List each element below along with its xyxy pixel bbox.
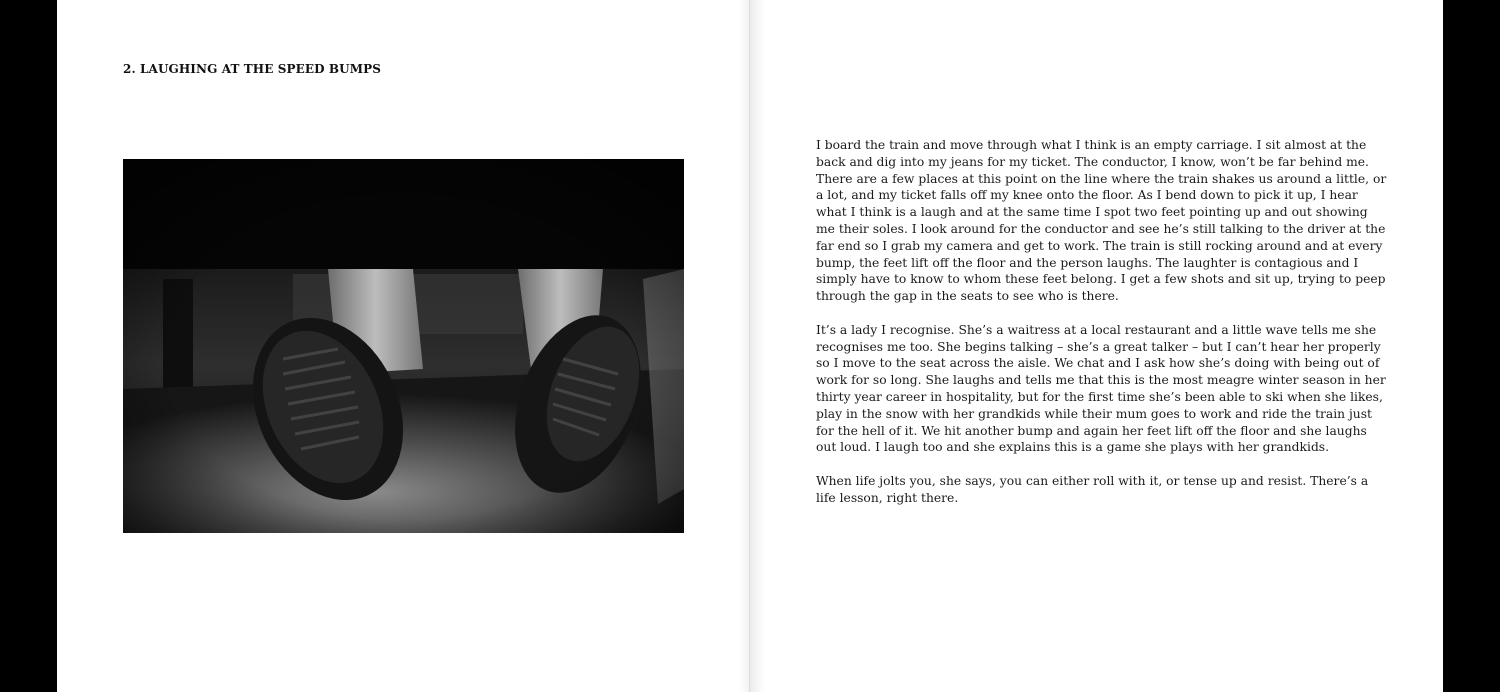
chapter-title: 2. LAUGHING AT THE SPEED BUMPS bbox=[123, 62, 382, 76]
right-page bbox=[751, 0, 1443, 692]
paragraph: When life jolts you, she says, you can either roll with it, or tense up and resist. There’s a life lesson, right there. bbox=[816, 473, 1369, 505]
photo-illustration bbox=[123, 159, 684, 533]
story-text bbox=[816, 137, 1390, 523]
paragraph: I board the train and move through what I think is an empty carriage. I sit almost at the back and dig into my jeans for my ticket. The conductor, I know, won’t be far behind me. There are a few places at this point on the line where the train shakes us around a little, or a lot, and my ticket falls off my knee onto the floor. As I bend down to pick it up, I hear what I think is a laugh and at the same time I spot two feet pointing up and out showing me their soles. I look around for the conductor and see he’s still talking to the driver at the far end so I grab my camera and get to work. The train is still rocking around and at every bump, the feet lift off the floor and the person laughs. The laughter is contagious and I simply have to know to whom these feet belong. I get a few shots and sit up, trying to peep through the gap in the seats to see who is there. bbox=[816, 138, 1387, 304]
left-page bbox=[57, 0, 749, 692]
train-feet-photo bbox=[123, 159, 684, 533]
paragraph: It’s a lady I recognise. She’s a waitress at a local restaurant and a little wave tells me she recognises me too. She begins talking – she’s a great talker – but I can’t hear her properly so I move to the seat across the aisle. We chat and I ask how she’s doing with being out of work for so long. She laughs and tells me that this is the most meagre winter season in her thirty year career in hospitality, but for the first time she’s been able to ski when she likes, play in the snow with her grandkids while their mum goes to work and ride the train just for the hell of it. We hit another bump and again her feet lift off the floor and she laughs out loud. I laugh too and she explains this is a game she plays with her grandkids. bbox=[816, 322, 1386, 455]
